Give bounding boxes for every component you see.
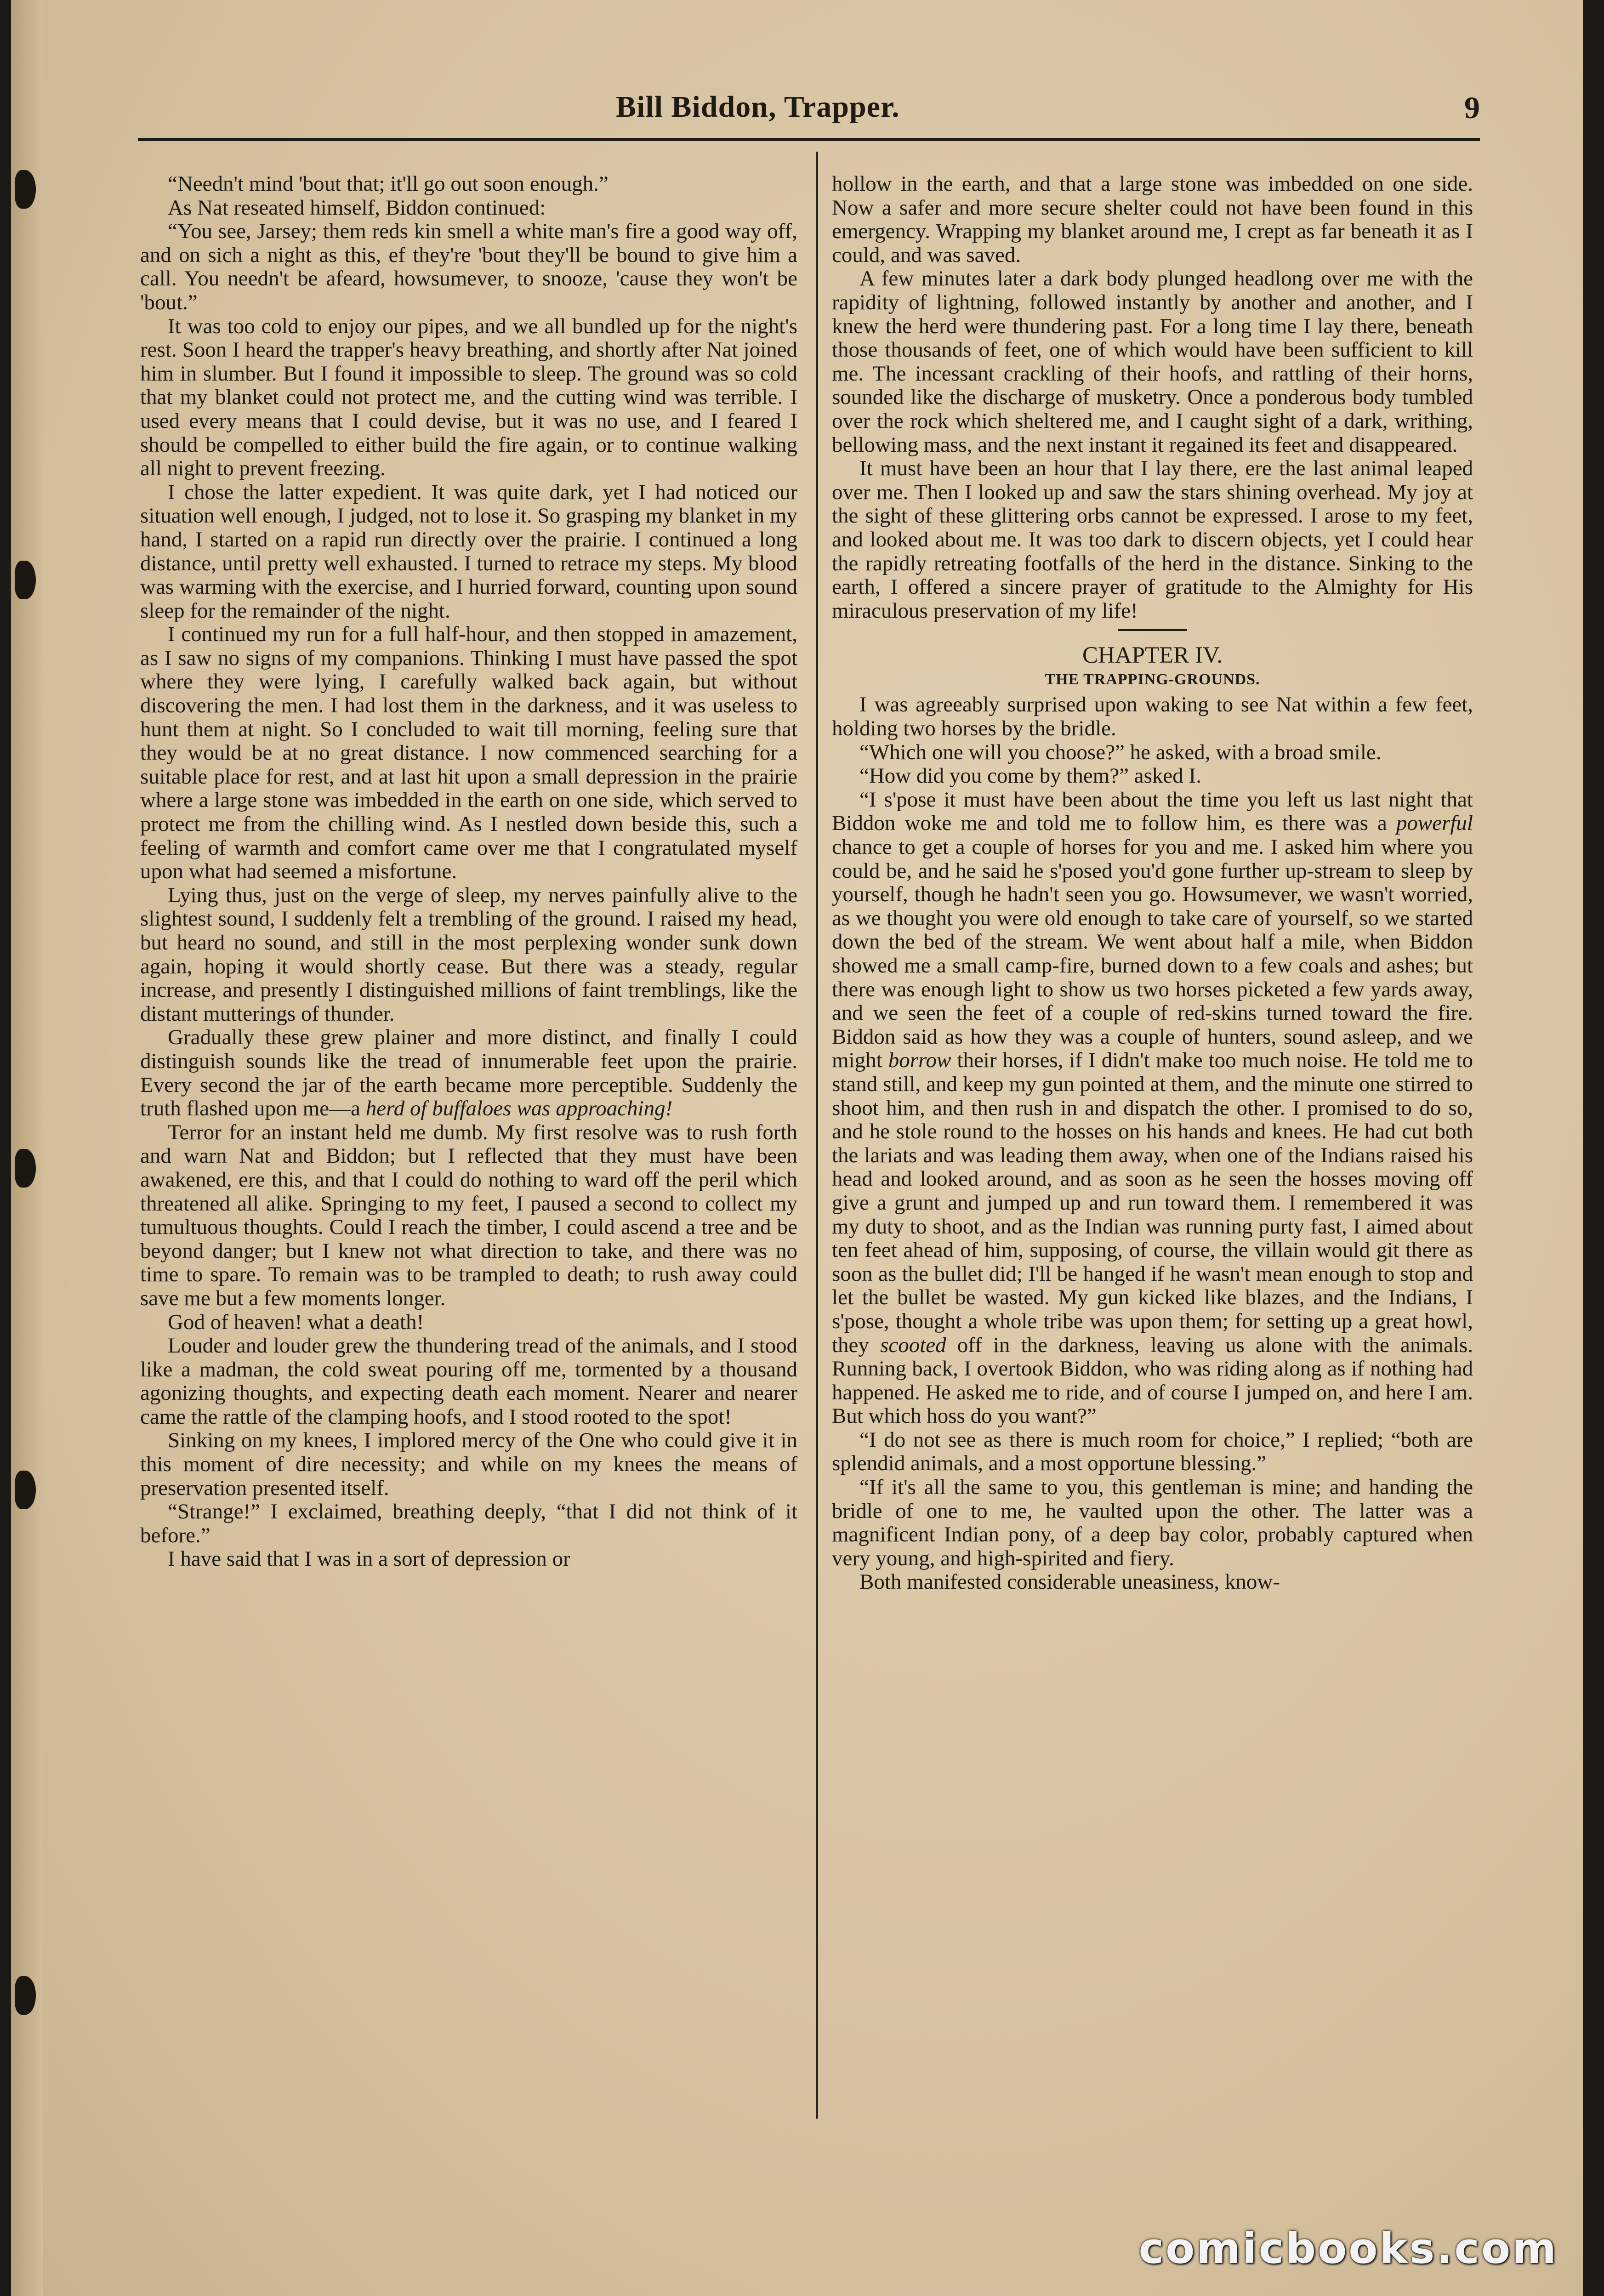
paragraph-text: their horses, if I didn't make too much noise. He told me to stand still, and keep my gun pointed at them, and the minute one stirred to shoot him, and then rush in and dispatch the other. I promised to do so, and he stole round to the hosses on his hands and knees. He had cut both the lariats and was leading them away, when one of the Indians raised his head and looked around, and as soon as he seen the hosses moving off give a grunt and jumped up and run toward them. I remembered it was my duty to shoot, and as the Indian was running purty fast, I aimed about ten feet ahead of him, supposing, of course, the villain would git there as soon as the bullet did; I'll be hanged if he wasn't mean enough to stop and let the bullet be wasted. My gun kicked like blazes, and the Indians, I s'pose, thought a whole tribe was upon them; for setting up a great howl, they [832, 1048, 1473, 1357]
paragraph [140, 1334, 797, 1429]
paragraph [832, 1570, 1473, 1594]
paragraph [140, 1500, 797, 1547]
paragraph [832, 457, 1473, 623]
paragraph-text: It was too cold to enjoy our pipes, and we all bundled up for the night's rest. Soon I heard the trapper's heavy breathing, and shortly after Nat joined him in slumber. But I found it impossible to sleep. The ground was so cold that my blanket could not protect me, and the cutting wind was terrible. I used every means that I could devise, but it was no use, and I feared I should be compelled to either build the fire again, or to continue walking all night to prevent freezing. [140, 314, 797, 481]
paragraph-text: I continued my run for a full half-hour, and then stopped in amazement, as I saw no signs of my companions. Thinking I must have passed the spot where they were lying, I carefully walked back again, but without discovering the men. I had lost them in the darkness, and it was useless to hunt them at night. So I concluded to wait till morning, feeling sure that they would be at no great distance. I now commenced searching for a suitable place for rest, and at last hit upon a small depression in the prairie where a large stone was imbedded in the earth on one side, which served to protect me from the chilling wind. As I nestled down beside this, such a feeling of warmth and comfort came over me that I congratulated myself upon what had seemed a misfortune. [140, 622, 797, 884]
page-binding-edge [11, 0, 43, 2296]
right-text-column [832, 172, 1473, 1594]
binding-hole [15, 1976, 36, 2015]
chapter-separator-rule [1118, 629, 1187, 631]
paragraph-text: I chose the latter expedient. It was quite dark, yet I had noticed our situation well enough, I judged, not to lose it. So grasping my blanket in my hand, I started on a rapid run directly over the prairie. I continued a long distance, until pretty well exhausted. I turned to retrace my steps. My blood was warming with the exercise, and I hurried forward, counting upon sound sleep for the remainder of the night. [140, 480, 797, 623]
paragraph [832, 741, 1473, 765]
italic-text: scooted [880, 1333, 946, 1357]
paragraph-text: “Needn't mind 'bout that; it'll go out soon enough.” [168, 172, 609, 196]
paragraph-text: Gradually these grew plainer and more distinct, and finally I could distinguish sounds like the tread of innumerable feet upon the prairie. Every second the jar of the earth became more perceptible. Suddenly the truth flashed upon me—a [140, 1025, 797, 1121]
paragraph-text: “I do not see as there is much room for choice,” I replied; “both are splendid animals, and a most opportune blessing.” [832, 1427, 1473, 1476]
paragraph [140, 481, 797, 623]
italic-text: herd of buffaloes was approaching! [365, 1097, 673, 1121]
right-column-text-before-chapter [832, 172, 1473, 623]
paragraph-text: chance to get a couple of horses for you and me. I asked him where you could be, and he said he s'posed you'd gone further up-stream to sleep by yourself, though he hadn't seen you go. Howsumever, we wasn't worried, as we thought you were old enough to take care of yourself, so we started down the bed of the stream. We went about half a mile, when Biddon showed me a small camp-fire, burned down to a few coals and ashes; but there was enough light to show us two horses picketed a few yards away, and we seen the feet of a couple of red-skins turned toward the fire. Biddon said as how they was a couple of hunters, sound asleep, and we might [832, 835, 1473, 1073]
paragraph-text: Terror for an instant held me dumb. My first resolve was to rush forth and warn Nat and Biddon; but I reflected that they must have been awakened, ere this, and that I could do nothing to ward off the peril which threatened all alike. Springing to my feet, I paused a second to collect my tumultuous thoughts. Could I reach the timber, I could ascend a tree and be beyond danger; but I knew not what direction to take, and there was no time to spare. To remain was to be trampled to death; to rush away could save me but a few moments longer. [140, 1120, 797, 1310]
paragraph-text: Louder and louder grew the thundering tread of the animals, and I stood like a madman, the cold sweat pouring off me, tormented by a thousand agonizing thoughts, and expecting death each moment. Nearer and nearer came the rattle of the clamping hoofs, and I stood rooted to the spot! [140, 1334, 797, 1429]
paragraph [832, 764, 1473, 788]
paragraph-text: hollow in the earth, and that a large stone was imbedded on one side. Now a safer and more secure shelter could not have been found in this emergency. Wrapping my blanket around me, I crept as far beneath it as I could, and was saved. [832, 172, 1473, 267]
paragraph-text: “How did you come by them?” asked I. [859, 764, 1201, 788]
left-text-column [140, 172, 797, 1571]
paragraph [832, 172, 1473, 267]
paragraph-text: As Nat reseated himself, Biddon continued: [168, 195, 546, 220]
paragraph [832, 1428, 1473, 1476]
paragraph-text: I was agreeably surprised upon waking to see Nat within a few feet, holding two horses by the bridle. [832, 693, 1473, 741]
paragraph [140, 220, 797, 314]
paragraph [832, 1476, 1473, 1570]
running-header [616, 90, 1480, 131]
paragraph-text: Lying thus, just on the verge of sleep, my nerves painfully alive to the slightest sound, I suddenly felt a trembling of the ground. I raised my head, but heard no sound, and still in the most perplexing wonder sunk down again, hoping it would shortly cease. But there was a steady, regular increase, and presently I distinguished millions of faint tremblings, like the distant mutterings of thunder. [140, 883, 797, 1026]
paragraph-text: I have said that I was in a sort of depression or [168, 1547, 570, 1571]
right-column-text-after-chapter [832, 693, 1473, 1594]
binding-hole [15, 170, 36, 209]
italic-text: borrow [888, 1048, 951, 1073]
paragraph [140, 196, 797, 220]
italic-text: powerful [1396, 811, 1473, 835]
paragraph-text: “I s'pose it must have been about the time you left us last night that Biddon woke me and told me to follow him, es there was a [832, 787, 1473, 835]
paragraph-text: It must have been an hour that I lay there, ere the last animal leaped over me. Then I looked up and saw the stars shining overhead. My joy at the sight of these glittering orbs cannot be expressed. I arose to my feet, and looked about me. It was too dark to discern objects, yet I could hear the rapidly retreating footfalls of the herd in the distance. Sinking to the earth, I offered a sincere prayer of gratitude to the Almighty for His miraculous preservation of my life! [832, 456, 1473, 623]
column-divider [816, 152, 818, 2119]
paragraph-text: “Strange!” I exclaimed, breathing deeply, “that I did not think of it before.” [140, 1500, 797, 1547]
paragraph-text: God of heaven! what a death! [168, 1310, 424, 1334]
paragraph [140, 1429, 797, 1500]
binding-hole [15, 1471, 36, 1509]
paragraph [140, 172, 797, 196]
binding-hole [15, 561, 36, 599]
paragraph-text: Both manifested considerable uneasiness, know- [859, 1570, 1280, 1594]
paragraph [140, 1547, 797, 1571]
header-rule [138, 138, 1480, 141]
paragraph [832, 788, 1473, 1428]
page-number: 9 [1464, 90, 1480, 125]
paragraph-text: A few minutes later a dark body plunged headlong over me with the rapidity of lightning, followed instantly by another and another, and I knew the herd were thundering past. For a long time I lay there, beneath those thousands of feet, one of which would have been sufficient to kill me. The incessant crackling of their hoofs, and rattling of their horns, sounded like the discharge of musketry. Once a ponderous body tumbled over the rock which sheltered me, and I caught sight of a dark, writhing, bellowing mass, and the next instant it regained its feet and disappeared. [832, 267, 1473, 457]
paragraph-text: “You see, Jarsey; them reds kin smell a white man's fire a good way off, and on sich a night as this, ef they're 'bout they'll be bound to give him a call. You needn't be afeard, howsumever, to snooze, 'cause they won't be 'bout.” [140, 219, 797, 314]
paragraph [832, 693, 1473, 740]
chapter-subtitle: THE TRAPPING-GROUNDS. [1045, 671, 1260, 688]
chapter-title: CHAPTER IV. [1082, 642, 1223, 669]
paragraph-text: “Which one will you choose?” he asked, with a broad smile. [859, 740, 1382, 764]
running-title: Bill Biddon, Trapper. [616, 90, 900, 124]
binding-hole [15, 1149, 36, 1188]
paragraph [140, 623, 797, 884]
paragraph [140, 884, 797, 1026]
paragraph-text: Sinking on my knees, I implored mercy of the One who could give it in this moment of dire necessity; and while on my knees the means of preservation presented itself. [140, 1428, 797, 1500]
paragraph [832, 267, 1473, 457]
paragraph-text: off in the darkness, leaving us alone with the animals. Running back, I overtook Biddon, who was riding along as if nothing had happened. He asked me to ride, and of course I jumped on, and here I am. But which hoss do you want?” [832, 1333, 1473, 1428]
paragraph [140, 315, 797, 481]
paragraph [140, 1121, 797, 1311]
site-watermark: comicbooks.com [1138, 2224, 1558, 2273]
paragraph [140, 1026, 797, 1120]
paragraph-text: “If it's all the same to you, this gentleman is mine; and handing the bridle of one to me, he vaulted upon the other. The latter was a magnificent Indian pony, of a deep bay color, probably captured when very young, and high-spirited and fiery. [832, 1475, 1473, 1570]
paragraph [140, 1311, 797, 1335]
